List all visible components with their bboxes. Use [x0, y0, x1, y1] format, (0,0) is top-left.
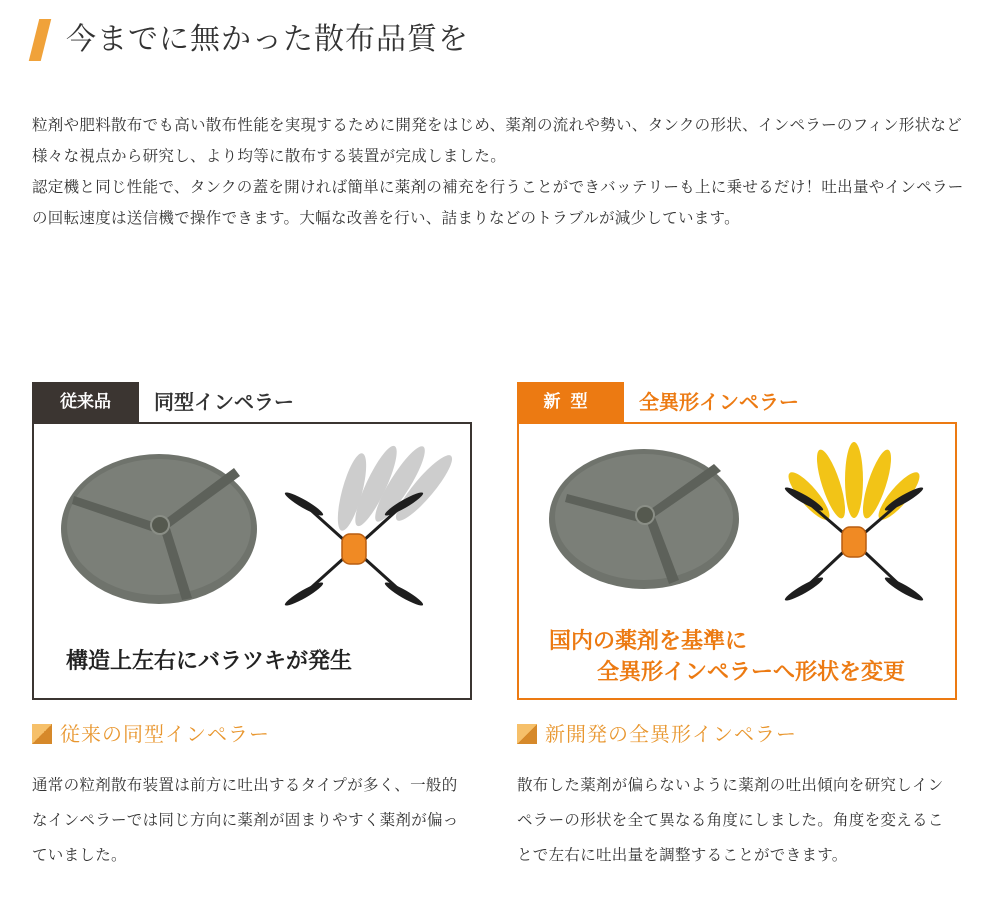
impeller-illustration — [32, 422, 472, 700]
impeller-type-label: 同型インペラー — [154, 390, 294, 414]
image-caption-line: 構造上左右にバラツキが発生 — [66, 649, 353, 674]
intro-paragraph: 認定機と同じ性能で、タンクの蓋を開ければ簡単に薬剤の補充を行うことができバッテリーも上に乗せるだけ！吐出量やインペラーの回転速度は送信機で操作できます。大幅な改善を行い、詰まりなどのトラブルが減少しています。 — [32, 178, 964, 227]
description-text: 散布した薬剤が偏らないように薬剤の吐出傾向を研究しインペラーの形状を全て異なる角度にしました。角度を変えることで左右に吐出量を調整することができます。 — [517, 776, 944, 864]
description-text: 通常の粒剤散布装置は前方に吐出するタイプが多く、一般的なインペラーでは同じ方向に薬剤が固まりやすく薬剤が偏っていました。 — [32, 776, 459, 864]
impeller-hub — [636, 506, 654, 524]
section-title: 今までに無かった散布品質を — [66, 22, 469, 57]
triangle-marker-icon — [517, 724, 537, 744]
impeller-hub — [151, 516, 169, 534]
image-caption — [66, 644, 352, 675]
drone-tank — [842, 527, 866, 557]
sub-title: 従来の同型インペラー — [60, 722, 270, 746]
spray-plumes — [332, 441, 459, 533]
triangle-marker-icon — [32, 724, 52, 744]
impeller-illustration — [517, 422, 957, 700]
sub-title: 新開発の全異形インペラー — [545, 722, 797, 746]
spray-plumes — [783, 442, 925, 525]
image-caption-line: 国内の薬剤を基準に — [549, 629, 748, 654]
image-caption-line: 全異形インペラーへ形状を変更 — [597, 660, 906, 685]
intro-text — [32, 110, 972, 234]
tab-new: 新型 — [517, 382, 624, 422]
intro-paragraph: 粒剤や肥料散布でも高い散布性能を実現するために開発をはじめ、薬剤の流れや勢い、タンクの形状、インペラーのフィン形状など様々な視点から研究し、より均等に散布する装置が完成しました。 — [32, 116, 963, 165]
impeller-type-label: 全異形インペラー — [639, 390, 799, 414]
drone-tank — [342, 534, 366, 564]
tab-conventional: 従来品 — [32, 382, 139, 422]
heading-accent-bar — [29, 19, 51, 61]
image-caption — [549, 626, 905, 688]
